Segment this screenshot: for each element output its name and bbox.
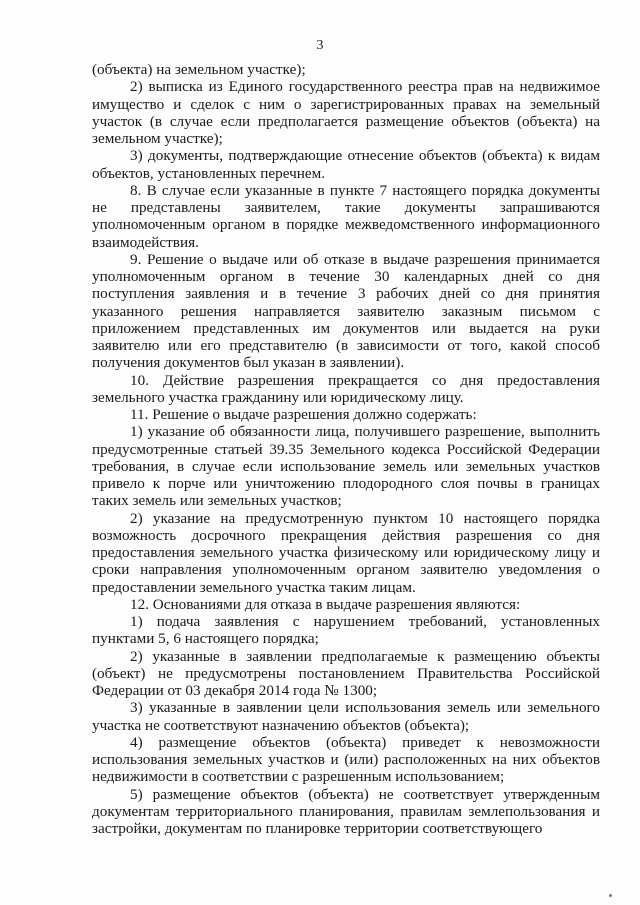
paragraph: 9. Решение о выдаче или об отказе в выдаче разрешения принимается уполномоченным органом в течение 30 календарных дней со дня поступления заявления и в течение 3 рабочих дней со дня принятия указанного решения направляется заявителю заказным письмом с приложением представленных им документов или выдается на руки заявителю или его представителю (в зависимости от того, какой способ получения документов был указан в заявлении). bbox=[92, 250, 600, 372]
paragraph: 3) указанные в заявлении цели использования земель или земельного участка не соответствуют назначению объектов (объекта); bbox=[92, 699, 600, 734]
paragraph: 4) размещение объектов (объекта) приведет к невозможности использования земельных участков и (или) расположенных на них объектов недвижимости в соответствии с разрешенным использованием; bbox=[92, 733, 600, 786]
page-number: 3 bbox=[316, 38, 324, 53]
paragraph: 3) документы, подтверждающие отнесение объектов (объекта) к видам объектов, установленных перечнем. bbox=[92, 147, 600, 182]
paragraph: 8. В случае если указанные в пункте 7 настоящего порядка документы не представлены заявителем, такие документы запрашиваются уполномоченным органом в порядке межведомственного информационного взаимодействия. bbox=[92, 181, 600, 251]
paragraph: 1) подача заявления с нарушением требований, установленных пунктами 5, 6 настоящего порядка; bbox=[92, 613, 600, 648]
paragraph: 2) указанные в заявлении предполагаемые к размещению объекты (объект) не предусмотрены постановлением Правительства Российской Федерации от 03 декабря 2014 года № 1300; bbox=[92, 647, 600, 699]
paragraph: 11. Решение о выдаче разрешения должно содержать: bbox=[130, 406, 477, 423]
paragraph: 10. Действие разрешения прекращается со дня предоставления земельного участка гражданину или юридическому лицу. bbox=[92, 371, 600, 406]
paragraph: 5) размещение объектов (объекта) не соответствует утвержденным документам территориального планирования, правилам землепользования и застройки, документам по планировке территории соответствующего bbox=[92, 785, 600, 837]
paragraph: 2) указание на предусмотренную пунктом 10 настоящего порядка возможность досрочного прекращения действия разрешения со дня предоставления земельного участка физическому или юридическому лицу и сроки направления уполномоченным органом заявителю уведомления о предоставлении земельного участка таким лицам. bbox=[92, 509, 600, 596]
paragraph: (объекта) на земельном участке); bbox=[92, 61, 306, 78]
document-body bbox=[92, 61, 600, 837]
paragraph: 2) выписка из Единого государственного реестра прав на недвижимое имущество и сделок с ним о зарегистрированных правах на земельный участок (в случае если предполагается размещение объектов (объекта) на земельном участке); bbox=[92, 78, 600, 147]
scan-artifact bbox=[609, 894, 612, 897]
paragraph: 12. Основаниями для отказа в выдаче разрешения являются: bbox=[130, 595, 521, 613]
paragraph: 1) указание об обязанности лица, получившего разрешение, выполнить предусмотренные статьей 39.35 Земельного кодекса Российской Федерации требования, в случае если использование земель или земельных участков привело к порче или уничтожению плодородного слоя почвы в границах таких земель или земельных участков; bbox=[92, 423, 600, 510]
